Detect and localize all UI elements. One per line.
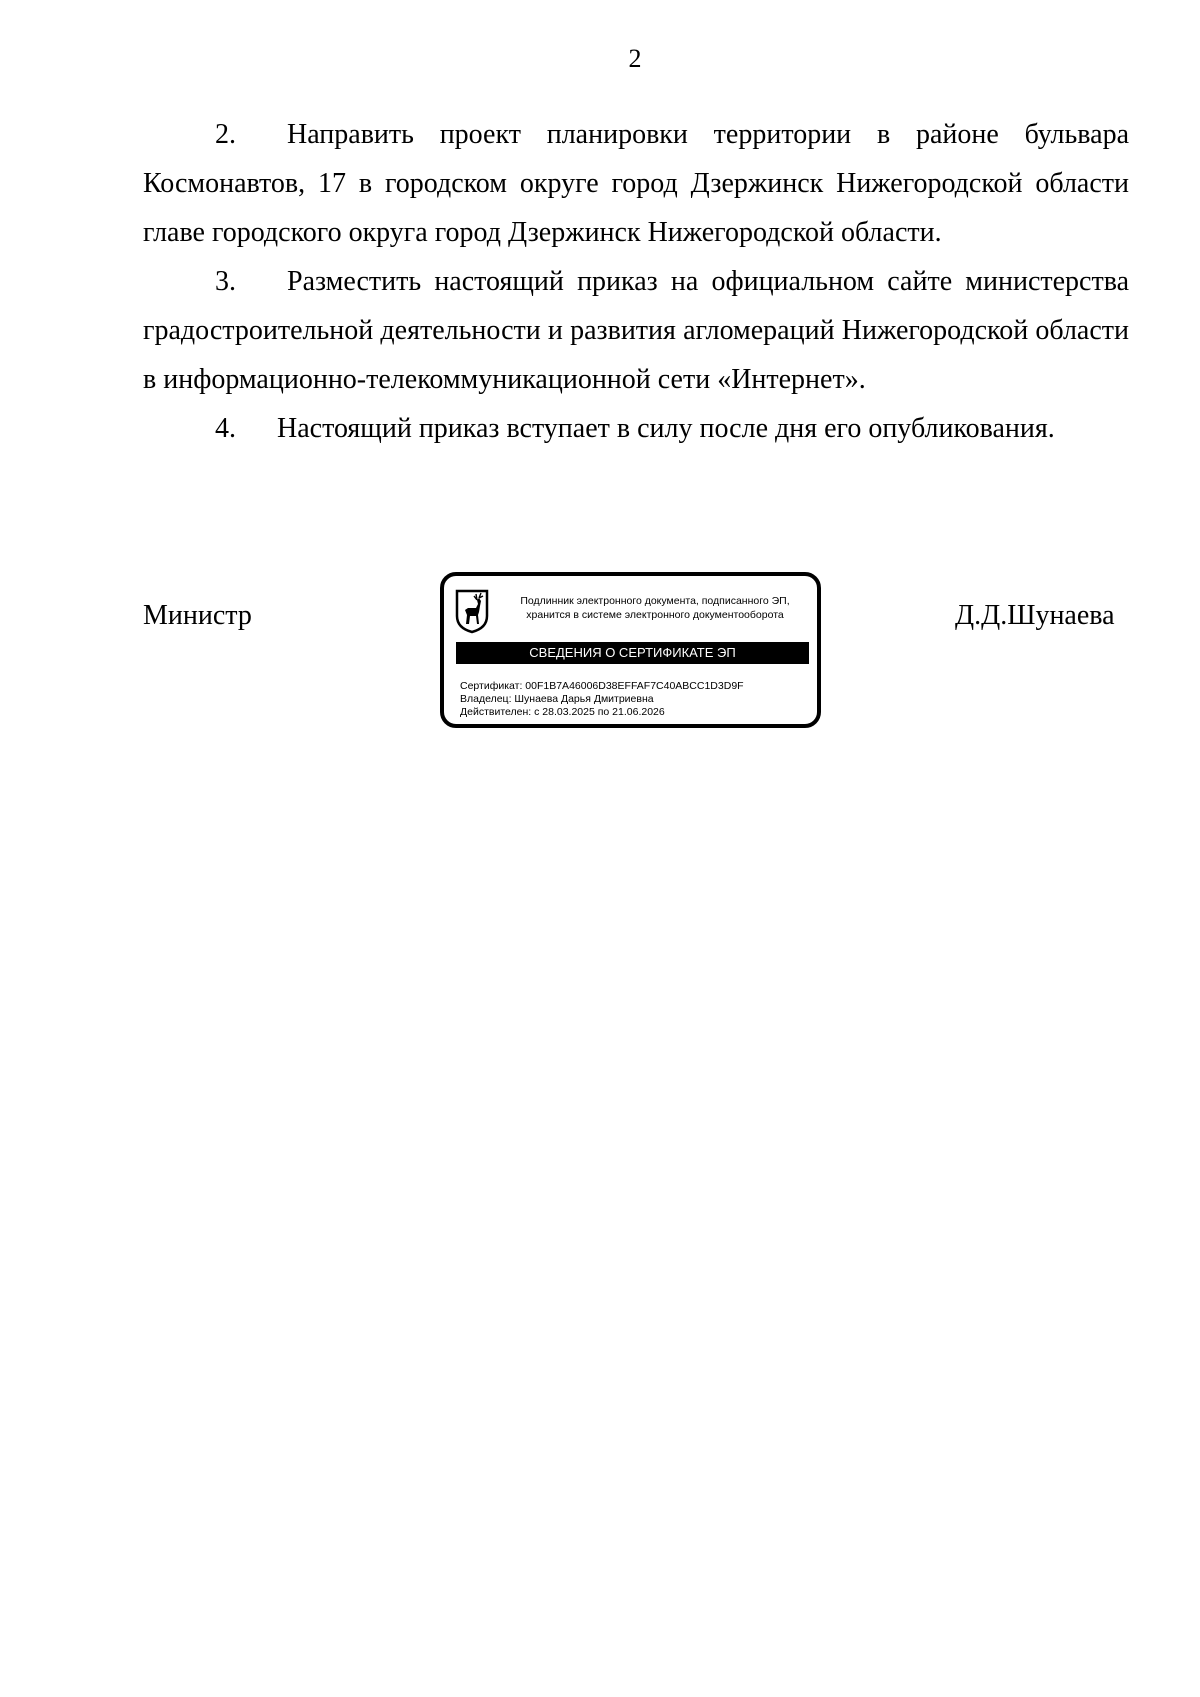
deer-coat-of-arms-icon <box>454 588 490 634</box>
e-signature-stamp <box>440 572 821 728</box>
page-number: 2 <box>628 44 642 73</box>
stamp-note-line: хранится в системе электронного документооборота <box>526 609 784 621</box>
stamp-note <box>500 594 810 622</box>
certificate-owner: Владелец: Шунаева Дарья Дмитриевна <box>460 693 654 705</box>
paragraph-4 <box>143 404 1129 453</box>
certificate-validity: Действителен: с 28.03.2025 по 21.06.2026 <box>460 706 665 718</box>
certificate-number: Сертификат: 00F1B7A46006D38EFFAF7C40ABCC1D3D9F <box>460 680 744 692</box>
signer-position: Министр <box>143 600 252 631</box>
paragraph-text: Направить проект планировки территории в районе бульвара Космонавтов, 17 в городском округе город Дзержинск Нижегородской области главе городского округа город Дзержинск Нижегородской области. <box>143 119 1129 248</box>
paragraph-3 <box>143 257 1129 404</box>
certificate-details <box>460 680 744 719</box>
paragraph-text: Настоящий приказ вступает в силу после дня его опубликования. <box>277 413 1055 444</box>
paragraph-number: 2. <box>215 119 236 150</box>
paragraph-2 <box>143 110 1129 257</box>
stamp-note-line: Подлинник электронного документа, подписанного ЭП, <box>520 595 790 607</box>
paragraph-text: Разместить настоящий приказ на официальном сайте министерства градостроительной деятельности и развития агломераций Нижегородской области в информационно-телекоммуникационной сети «Интернет». <box>143 266 1129 395</box>
signer-name: Д.Д.Шунаева <box>955 600 1115 631</box>
document-body <box>143 110 1129 453</box>
paragraph-number: 3. <box>215 266 236 297</box>
paragraph-number: 4. <box>215 413 236 444</box>
stamp-header: СВЕДЕНИЯ О СЕРТИФИКАТЕ ЭП <box>456 642 809 664</box>
